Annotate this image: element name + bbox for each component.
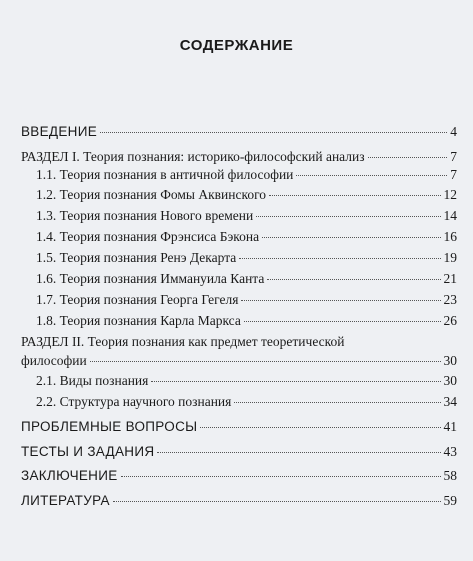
toc-entry-1-7[interactable] — [36, 292, 457, 308]
toc-entry-1-1[interactable] — [36, 167, 457, 183]
toc-label-line-2: философии — [21, 353, 87, 368]
toc-label: 1.7. Теория познания Георга Гегеля — [36, 292, 239, 307]
dot-leader — [157, 452, 440, 453]
dot-leader — [241, 300, 440, 301]
toc-page-number: 7 — [450, 167, 457, 182]
toc-label: 2.1. Виды познания — [36, 373, 149, 388]
dot-leader — [100, 132, 447, 133]
toc-label: 1.6. Теория познания Иммануила Канта — [36, 271, 265, 286]
toc-entry-section-2[interactable] — [21, 334, 457, 369]
toc-page-number: 19 — [443, 250, 457, 265]
toc-page-number: 16 — [443, 229, 457, 244]
toc-label: 1.2. Теория познания Фомы Аквинского — [36, 187, 267, 202]
toc-entry-intro[interactable] — [21, 124, 457, 140]
toc-label: РАЗДЕЛ I. Теория познания: историко-философский анализ — [21, 149, 365, 164]
toc-label: ЗАКЛЮЧЕНИЕ — [21, 468, 118, 483]
toc-page-number: 34 — [443, 394, 457, 409]
toc-entry-conclusion[interactable] — [21, 468, 457, 484]
toc-entry-1-3[interactable] — [36, 208, 457, 224]
toc-entry-1-6[interactable] — [36, 271, 457, 287]
toc-entry-2-2[interactable] — [36, 394, 457, 410]
toc-entry-1-4[interactable] — [36, 229, 457, 245]
toc-page-number: 4 — [450, 124, 457, 139]
toc-entry-1-8[interactable] — [36, 313, 457, 329]
dot-leader — [239, 258, 440, 259]
toc-label: ЛИТЕРАТУРА — [21, 493, 110, 508]
toc-entry-tests[interactable] — [21, 444, 457, 460]
dot-leader — [121, 476, 441, 477]
toc-page-number: 26 — [443, 313, 457, 328]
toc-label: 1.3. Теория познания Нового времени — [36, 208, 254, 223]
dot-leader — [113, 501, 441, 502]
toc-label-line-1: РАЗДЕЛ II. Теория познания как предмет теоретической — [21, 334, 345, 349]
dot-leader — [368, 157, 448, 158]
dot-leader — [262, 237, 440, 238]
toc-page-number: 21 — [443, 271, 457, 286]
dot-leader — [90, 361, 441, 362]
dot-leader — [269, 195, 440, 196]
toc-page-number: 30 — [443, 373, 457, 388]
toc-label: ПРОБЛЕМНЫЕ ВОПРОСЫ — [21, 419, 198, 434]
toc-label: 1.1. Теория познания в античной философии — [36, 167, 294, 182]
toc-page-number: 7 — [450, 149, 457, 164]
toc-label: ТЕСТЫ И ЗАДАНИЯ — [21, 444, 155, 459]
toc-page-number: 41 — [443, 419, 457, 434]
dot-leader — [256, 216, 440, 217]
toc-page-number: 30 — [443, 353, 457, 368]
dot-leader — [151, 381, 440, 382]
toc-label: 1.8. Теория познания Карла Маркса — [36, 313, 241, 328]
dot-leader — [244, 321, 441, 322]
toc-page-number: 59 — [443, 493, 457, 508]
toc-page-number: 43 — [443, 444, 457, 459]
toc-entry-section-1[interactable] — [21, 149, 457, 165]
toc-page-number: 23 — [443, 292, 457, 307]
toc-entry-1-5[interactable] — [36, 250, 457, 266]
toc-entry-1-2[interactable] — [36, 187, 457, 203]
toc-entry-questions[interactable] — [21, 419, 457, 435]
dot-leader — [267, 279, 440, 280]
toc-label: 1.5. Теория познания Ренэ Декарта — [36, 250, 237, 265]
toc-label: 2.2. Структура научного познания — [36, 394, 232, 409]
toc-page-number: 14 — [443, 208, 457, 223]
page-title: СОДЕРЖАНИЕ — [179, 37, 294, 54]
toc-label: ВВЕДЕНИЕ — [21, 124, 98, 139]
toc-entry-2-1[interactable] — [36, 373, 457, 389]
toc-entry-literature[interactable] — [21, 493, 457, 509]
toc-label: 1.4. Теория познания Фрэнсиса Бэкона — [36, 229, 260, 244]
dot-leader — [296, 175, 447, 176]
toc-page-number: 12 — [443, 187, 457, 202]
dot-leader — [200, 427, 440, 428]
dot-leader — [234, 402, 440, 403]
toc-page-number: 58 — [443, 468, 457, 483]
